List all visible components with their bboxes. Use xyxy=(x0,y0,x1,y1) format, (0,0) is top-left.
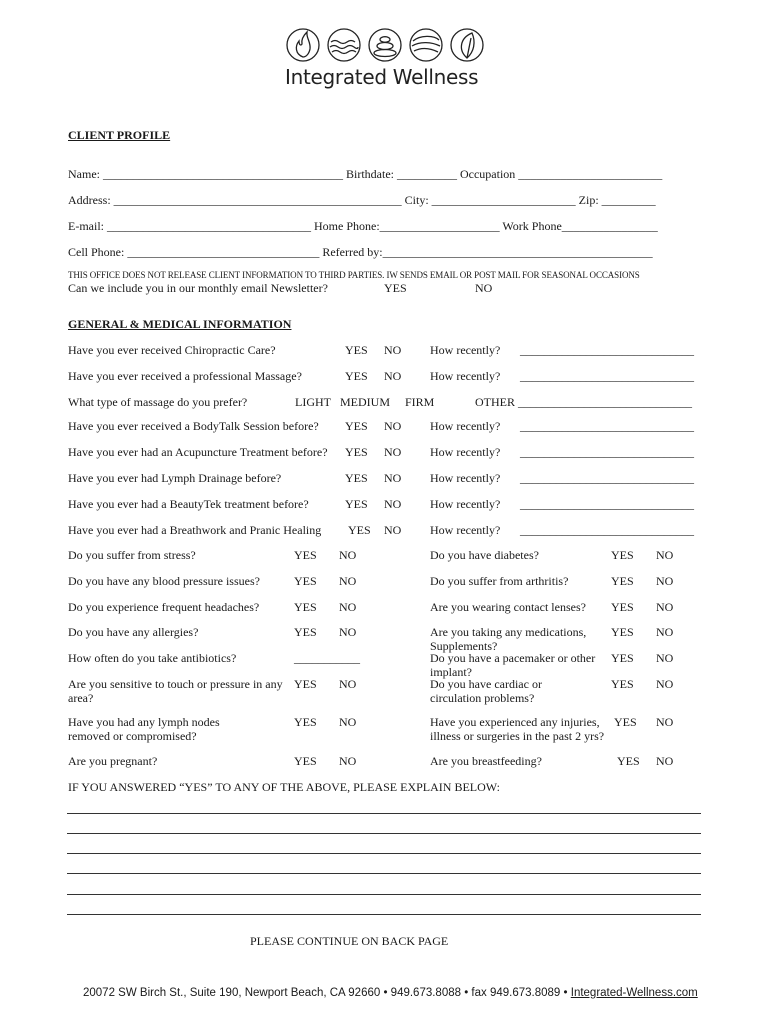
option-other[interactable]: OTHER _____________________________ xyxy=(475,395,692,409)
profile-row-email[interactable]: E-mail: __________________________________ Home Phone:____________________ Work Phone________________ xyxy=(68,219,658,233)
explain-line[interactable] xyxy=(67,873,701,874)
q-injuries: Have you experienced any injuries, illness or surgeries in the past 2 yrs? xyxy=(430,715,605,743)
lymph-nodes-yes[interactable]: YES xyxy=(294,715,317,729)
acupuncture-how-recently: How recently? xyxy=(430,445,501,459)
sensitive-no[interactable]: NO xyxy=(339,677,357,691)
medications-yes[interactable]: YES xyxy=(611,625,634,639)
medications-no[interactable]: NO xyxy=(656,625,674,639)
pregnant-yes[interactable]: YES xyxy=(294,754,317,768)
q-pregnant: Are you pregnant? xyxy=(68,754,158,768)
acupuncture-blank[interactable]: _____________________________ xyxy=(520,445,694,459)
fire-icon xyxy=(287,29,319,61)
q-chiropractic: Have you ever received Chiropractic Care? xyxy=(68,343,276,357)
lymph-drainage-blank[interactable]: _____________________________ xyxy=(520,471,694,485)
q-bodytalk: Have you ever received a BodyTalk Session before? xyxy=(68,419,319,433)
q-breastfeeding: Are you breastfeeding? xyxy=(430,754,542,768)
beautytek-blank[interactable]: _____________________________ xyxy=(520,497,694,511)
explain-line[interactable] xyxy=(67,914,701,915)
logo-icons xyxy=(284,26,488,64)
newsletter-yes[interactable]: YES xyxy=(384,281,407,295)
explain-line[interactable] xyxy=(67,833,701,834)
lymph-drainage-yes[interactable]: YES xyxy=(345,471,368,485)
massage-blank[interactable]: _____________________________ xyxy=(520,369,694,383)
lenses-no[interactable]: NO xyxy=(656,600,674,614)
website-link[interactable]: Integrated-Wellness.com xyxy=(570,987,698,999)
beautytek-yes[interactable]: YES xyxy=(345,497,368,511)
option-firm[interactable]: FIRM xyxy=(405,395,435,409)
diabetes-yes[interactable]: YES xyxy=(611,548,634,562)
stress-yes[interactable]: YES xyxy=(294,548,317,562)
lymph-drainage-how-recently: How recently? xyxy=(430,471,501,485)
massage-yes[interactable]: YES xyxy=(345,369,368,383)
continue-note: PLEASE CONTINUE ON BACK PAGE xyxy=(250,934,449,948)
q-massage: Have you ever received a professional Massage? xyxy=(68,369,302,383)
bodytalk-no[interactable]: NO xyxy=(384,419,402,433)
leaf-icon xyxy=(451,29,483,61)
q-breathwork: Have you ever had a Breathwork and Pranic Healing xyxy=(68,523,322,537)
q-cardiac: Do you have cardiac or circulation problems? xyxy=(430,677,542,705)
headaches-yes[interactable]: YES xyxy=(294,600,317,614)
q-medications: Are you taking any medications, Supplements? xyxy=(430,625,587,653)
wind-icon xyxy=(410,29,442,61)
footer xyxy=(83,987,698,999)
q-antibiotics: How often do you take antibiotics? xyxy=(68,651,237,665)
breastfeeding-yes[interactable]: YES xyxy=(617,754,640,768)
brand-name: Integrated Wellness xyxy=(285,65,479,89)
stress-no[interactable]: NO xyxy=(339,548,357,562)
newsletter-no[interactable]: NO xyxy=(475,281,493,295)
injuries-yes[interactable]: YES xyxy=(614,715,637,729)
lymph-drainage-no[interactable]: NO xyxy=(384,471,402,485)
allergies-no[interactable]: NO xyxy=(339,625,357,639)
breathwork-yes[interactable]: YES xyxy=(348,523,371,537)
breathwork-blank[interactable]: _____________________________ xyxy=(520,523,694,537)
profile-row-cell[interactable]: Cell Phone: ________________________________ Referred by:_____________________________________________ xyxy=(68,245,653,259)
explain-line[interactable] xyxy=(67,894,701,895)
breastfeeding-no[interactable]: NO xyxy=(656,754,674,768)
chiro-blank[interactable]: _____________________________ xyxy=(520,343,694,357)
arthritis-no[interactable]: NO xyxy=(656,574,674,588)
acupuncture-no[interactable]: NO xyxy=(384,445,402,459)
stone-icon xyxy=(369,29,401,61)
q-headaches: Do you experience frequent headaches? xyxy=(68,600,260,614)
q-sensitive: Are you sensitive to touch or pressure in any area? xyxy=(68,677,283,705)
pregnant-no[interactable]: NO xyxy=(339,754,357,768)
q-arthritis: Do you suffer from arthritis? xyxy=(430,574,569,588)
bodytalk-blank[interactable]: _____________________________ xyxy=(520,419,694,433)
water-icon xyxy=(328,29,360,61)
client-profile-heading: CLIENT PROFILE xyxy=(68,128,171,142)
headaches-no[interactable]: NO xyxy=(339,600,357,614)
q-allergies: Do you have any allergies? xyxy=(68,625,199,639)
privacy-notice: THIS OFFICE DOES NOT RELEASE CLIENT INFORMATION TO THIRD PARTIES. IW SENDS EMAIL OR POST MAIL FOR SEASONAL OCCASIONS xyxy=(68,270,640,280)
q-acupuncture: Have you ever had an Acupuncture Treatment before? xyxy=(68,445,328,459)
newsletter-question: Can we include you in our monthly email Newsletter? xyxy=(68,281,328,295)
bodytalk-how-recently: How recently? xyxy=(430,419,501,433)
q-contact-lenses: Are you wearing contact lenses? xyxy=(430,600,586,614)
q-blood-pressure: Do you have any blood pressure issues? xyxy=(68,574,260,588)
acupuncture-yes[interactable]: YES xyxy=(345,445,368,459)
bp-yes[interactable]: YES xyxy=(294,574,317,588)
antibiotics-blank[interactable]: ___________ xyxy=(294,651,360,665)
allergies-yes[interactable]: YES xyxy=(294,625,317,639)
chiro-how-recently: How recently? xyxy=(430,343,501,357)
q-lymph-drainage: Have you ever had Lymph Drainage before? xyxy=(68,471,282,485)
profile-row-address[interactable]: Address: ________________________________________________ City: ________________________ Zip: _________ xyxy=(68,193,656,207)
lymph-nodes-no[interactable]: NO xyxy=(339,715,357,729)
sensitive-yes[interactable]: YES xyxy=(294,677,317,691)
breathwork-how-recently: How recently? xyxy=(430,523,501,537)
option-light[interactable]: LIGHT xyxy=(295,395,331,409)
beautytek-no[interactable]: NO xyxy=(384,497,402,511)
pacemaker-yes[interactable]: YES xyxy=(611,651,634,665)
chiro-no[interactable]: NO xyxy=(384,343,402,357)
pacemaker-no[interactable]: NO xyxy=(656,651,674,665)
bodytalk-yes[interactable]: YES xyxy=(345,419,368,433)
q-massage-type: What type of massage do you prefer? xyxy=(68,395,248,409)
q-lymph-nodes: Have you had any lymph nodes removed or compromised? xyxy=(68,715,220,743)
explain-line[interactable] xyxy=(67,853,701,854)
chiro-yes[interactable]: YES xyxy=(345,343,368,357)
arthritis-yes[interactable]: YES xyxy=(611,574,634,588)
diabetes-no[interactable]: NO xyxy=(656,548,674,562)
general-medical-heading: GENERAL & MEDICAL INFORMATION xyxy=(68,317,292,331)
option-medium[interactable]: MEDIUM xyxy=(340,395,390,409)
breathwork-no[interactable]: NO xyxy=(384,523,402,537)
explain-line[interactable] xyxy=(67,813,701,814)
q-stress: Do you suffer from stress? xyxy=(68,548,196,562)
footer-address: 20072 SW Birch St., Suite 190, Newport Beach, CA 92660 • 949.673.8088 • fax 949.673.8089 • xyxy=(83,987,568,999)
lenses-yes[interactable]: YES xyxy=(611,600,634,614)
q-pacemaker: Do you have a pacemaker or other implant? xyxy=(430,651,596,679)
injuries-no[interactable]: NO xyxy=(656,715,674,729)
profile-row-name[interactable]: Name: ________________________________________ Birthdate: __________ Occupation ________________________ xyxy=(68,167,663,181)
cardiac-yes[interactable]: YES xyxy=(611,677,634,691)
cardiac-no[interactable]: NO xyxy=(656,677,674,691)
massage-how-recently: How recently? xyxy=(430,369,501,383)
massage-no[interactable]: NO xyxy=(384,369,402,383)
beautytek-how-recently: How recently? xyxy=(430,497,501,511)
bp-no[interactable]: NO xyxy=(339,574,357,588)
q-diabetes: Do you have diabetes? xyxy=(430,548,539,562)
q-beautytek: Have you ever had a BeautyTek treatment before? xyxy=(68,497,309,511)
explain-instruction: IF YOU ANSWERED “YES” TO ANY OF THE ABOVE, PLEASE EXPLAIN BELOW: xyxy=(68,780,500,794)
